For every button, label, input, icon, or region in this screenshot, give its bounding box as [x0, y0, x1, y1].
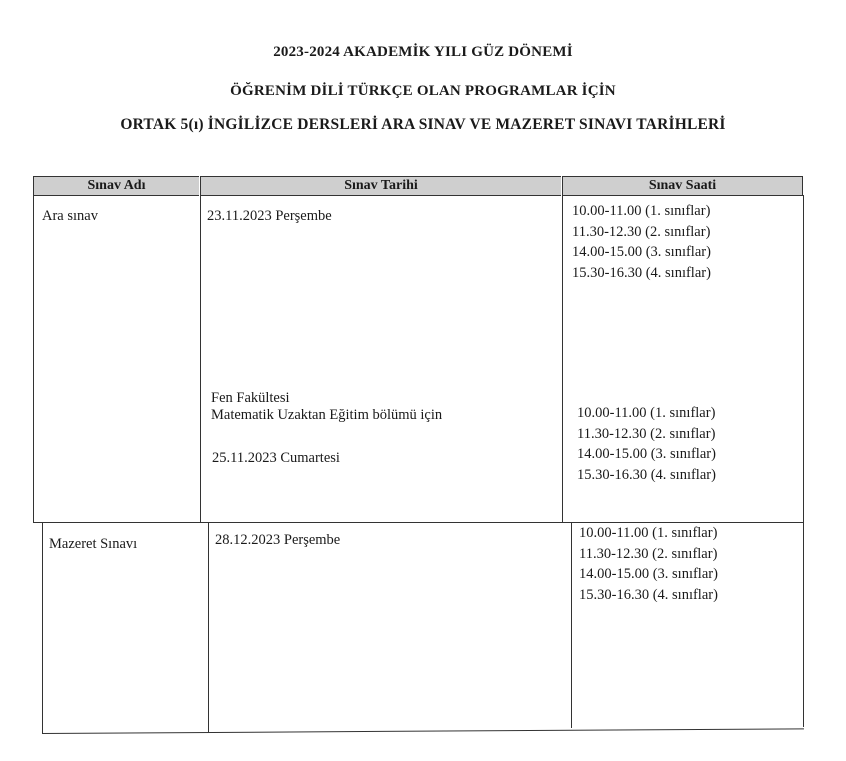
document-title-year: 2023-2024 AKADEMİK YILI GÜZ DÖNEMİ [273, 44, 573, 60]
header-exam-time: Sınav Saati [562, 176, 803, 196]
exam-date-mazeret: 28.12.2023 Perşembe [215, 532, 341, 548]
table-border-bottom [42, 728, 804, 734]
time-slot: 15.30-16.30 (4. sınıflar) [579, 586, 718, 603]
time-slot: 10.00-11.00 (1. sınıflar) [579, 525, 718, 541]
table-border-right [803, 195, 804, 727]
header-exam-name: Sınav Adı [33, 176, 199, 196]
special-department: Matematik Uzaktan Eğitim bölümü için [211, 407, 443, 423]
time-slot: 14.00-15.00 (3. sınıflar) [577, 446, 716, 462]
time-slot: 15.30-16.30 (4. sınıflar) [577, 466, 716, 483]
special-exam-date: 25.11.2023 Cumartesi [212, 450, 340, 466]
exam-name-mazeret: Mazeret Sınavı [49, 536, 138, 552]
time-slot: 11.30-12.30 (2. sınıflar) [572, 223, 711, 240]
exam-name-ara-sinav: Ara sınav [42, 208, 98, 224]
time-slot: 11.30-12.30 (2. sınıflar) [579, 545, 718, 562]
time-slot: 10.00-11.00 (1. sınıflar) [577, 405, 716, 421]
special-exam-times [577, 403, 716, 485]
time-slot: 10.00-11.00 (1. sınıflar) [572, 203, 711, 219]
time-slot: 14.00-15.00 (3. sınıflar) [579, 566, 718, 582]
time-slot: 11.30-12.30 (2. sınıflar) [577, 425, 716, 442]
time-slot: 15.30-16.30 (4. sınıflar) [572, 264, 711, 281]
table-border-left [33, 195, 34, 523]
document-title-exams: ORTAK 5(ı) İNGİLİZCE DERSLERİ ARA SINAV VE MAZERET SINAVI TARİHLERİ [120, 116, 726, 133]
special-faculty: Fen Fakültesi [211, 390, 290, 406]
table-border-left-lower [42, 522, 43, 734]
exam-times-mazeret [579, 523, 718, 605]
exam-date-ara-sinav: 23.11.2023 Perşembe [207, 208, 332, 224]
exam-times-ara-sinav [572, 201, 711, 283]
column-divider-1-lower [208, 522, 209, 732]
header-exam-date: Sınav Tarihi [200, 176, 561, 196]
column-divider-2 [562, 195, 563, 523]
column-divider-1 [200, 195, 201, 523]
document-title-programs: ÖĞRENİM DİLİ TÜRKÇE OLAN PROGRAMLAR İÇİN [230, 83, 616, 99]
column-divider-2-lower [571, 522, 572, 728]
time-slot: 14.00-15.00 (3. sınıflar) [572, 244, 711, 260]
